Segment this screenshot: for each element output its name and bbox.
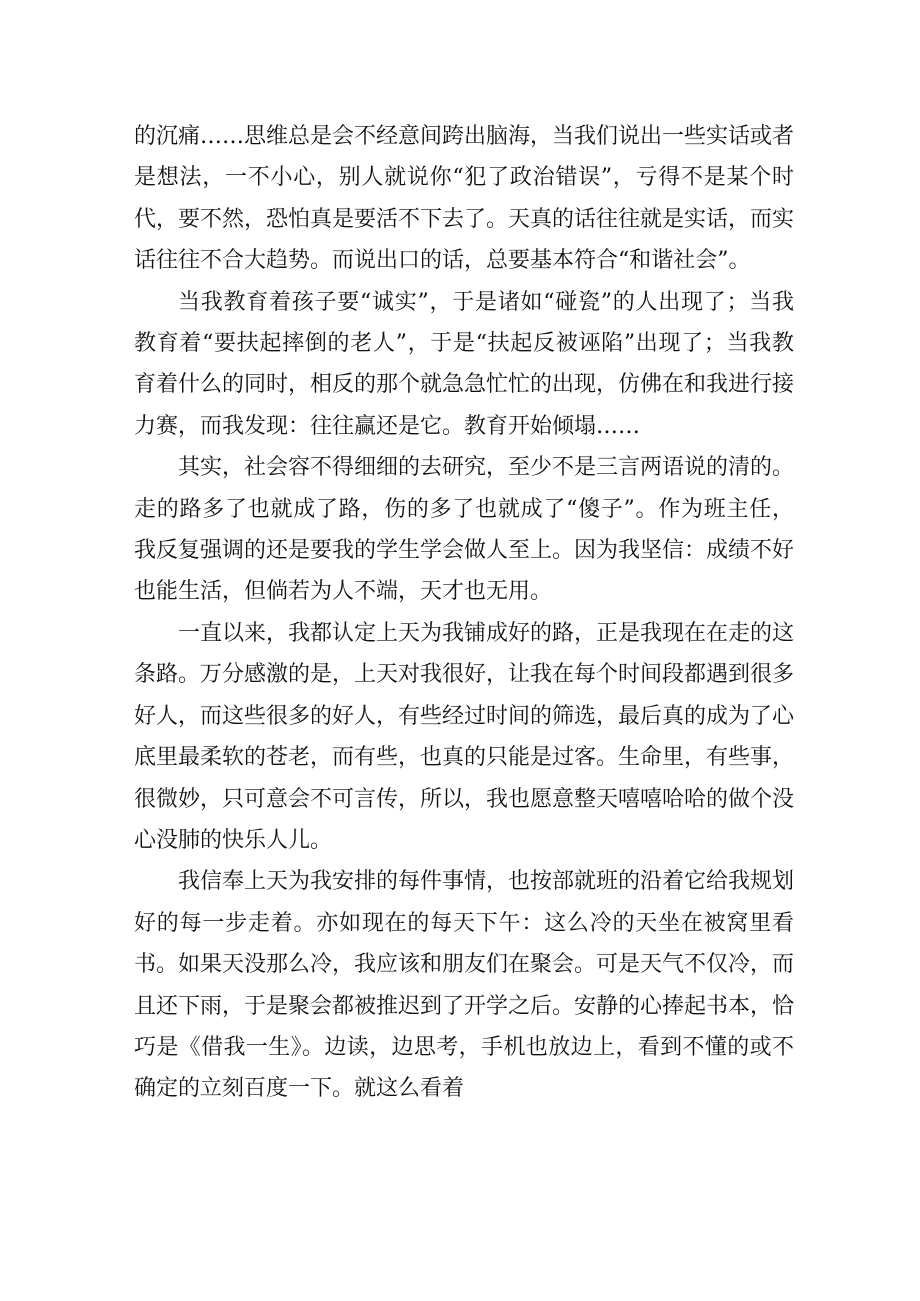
paragraph-gratitude: 一直以来，我都认定上天为我铺成好的路，正是我现在在走的这条路。万分感激的是，上天对我很好，让我在每个时间段都遇到很多好人，而这些很多的好人，有些经过时间的筛选，最后真的成为了心底里最柔软的苍老，而有些，也真的只能是过客。生命里，有些事，很微妙，只可意会不可言传，所以，我也愿意整天嘻嘻哈哈的做个没心没肺的快乐人儿。	[134, 620, 795, 853]
paragraph-daily-reading: 我信奉上天为我安排的每件事情，也按部就班的沿着它给我规划好的每一步走着。亦如现在的每天下午：这么冷的天坐在被窝里看书。如果天没那么冷，我应该和朋友们在聚会。可是天气不仅冷，而且还下雨，于是聚会都被推迟到了开学之后。安静的心捧起书本，恰巧是《借我一生》。边读，边思考，手机也放边上，看到不懂的或不确定的立刻百度一下。就这么看着	[134, 869, 795, 1102]
paragraph-society: 其实，社会容不得细细的去研究，至少不是三言两语说的清的。走的路多了也就成了路，伤的多了也就成了“傻子”。作为班主任，我反复强调的还是要我的学生学会做人至上。因为我坚信：成绩不好也能生活，但倘若为人不端，天才也无用。	[134, 455, 795, 605]
paragraph-honesty-education: 当我教育着孩子要“诚实”，于是诸如“碰瓷”的人出现了；当我教育着“要扶起摔倒的老人”，于是“扶起反被诬陷”出现了；当我教育着什么的同时，相反的那个就急急忙忙的出现，仿佛在和我进行接力赛，而我发现：往往赢还是它。教育开始倾塌……	[134, 289, 795, 439]
document-body	[134, 116, 794, 1110]
paragraph-continuation: 的沉痛……思维总是会不经意间跨出脑海，当我们说出一些实话或者是想法，一不小心，别人就说你“犯了政治错误”，亏得不是某个时代，要不然，恐怕真是要活不下去了。天真的话往往就是实话，而实话往往不合大趋势。而说出口的话，总要基本符合“和谐社会”。	[134, 124, 795, 274]
